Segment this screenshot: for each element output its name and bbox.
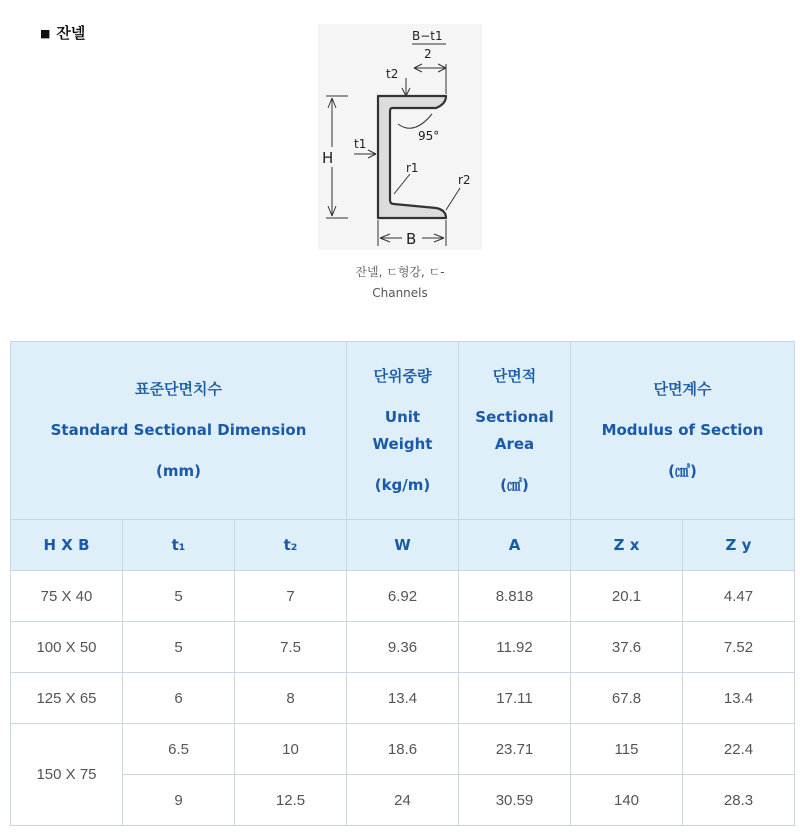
square-bullet-icon: ■ <box>40 27 51 40</box>
label-t1: t1 <box>354 137 367 151</box>
cell-zx: 20.1 <box>571 571 683 622</box>
group-header-modulus <box>571 342 795 520</box>
column-header-w: W <box>347 520 459 571</box>
cell-a: 23.71 <box>459 724 571 775</box>
channel-diagram-svg <box>318 24 482 250</box>
label-r2: r2 <box>458 173 471 187</box>
cell-a: 11.92 <box>459 622 571 673</box>
group-header-ko: 단면계수 <box>653 380 712 398</box>
channel-spec-table <box>10 341 795 826</box>
cell-t1: 6.5 <box>123 724 235 775</box>
cell-t2: 8 <box>235 673 347 724</box>
table-row <box>11 571 795 622</box>
cell-hb: 150 X 75 <box>11 724 123 826</box>
cell-w: 24 <box>347 775 459 826</box>
group-header-ko: 단위중량 <box>373 366 432 385</box>
cell-hb: 75 X 40 <box>11 571 123 622</box>
cell-t1: 6 <box>123 673 235 724</box>
table-row <box>11 673 795 724</box>
group-header-unit: (kg/m) <box>374 475 431 494</box>
label-b: B <box>406 230 417 248</box>
cell-w: 13.4 <box>347 673 459 724</box>
section-title: 잔넬 <box>56 24 86 42</box>
cell-a: 17.11 <box>459 673 571 724</box>
cell-t2: 10 <box>235 724 347 775</box>
cell-zy: 7.52 <box>683 622 795 673</box>
cell-w: 9.36 <box>347 622 459 673</box>
cell-t2: 12.5 <box>235 775 347 826</box>
group-header-en: Sectional Area <box>475 407 554 453</box>
group-header-unit: (mm) <box>156 462 201 480</box>
column-header-zx: Z x <box>571 520 683 571</box>
cell-a: 8.818 <box>459 571 571 622</box>
cell-zy: 22.4 <box>683 724 795 775</box>
group-header-en: Standard Sectional Dimension <box>50 421 307 439</box>
figure-caption <box>300 262 500 304</box>
cell-t1: 9 <box>123 775 235 826</box>
column-header-zy: Z y <box>683 520 795 571</box>
table-row <box>11 622 795 673</box>
table-row <box>11 775 795 826</box>
cell-t1: 5 <box>123 571 235 622</box>
group-header-en: Unit Weight <box>372 407 433 453</box>
column-header-hb: H X B <box>11 520 123 571</box>
label-r1: r1 <box>406 161 419 175</box>
label-t2: t2 <box>386 67 399 81</box>
cell-zy: 4.47 <box>683 571 795 622</box>
group-header-ko: 표준단면치수 <box>135 380 222 398</box>
cell-zx: 37.6 <box>571 622 683 673</box>
cell-t1: 5 <box>123 622 235 673</box>
group-header-unit: (㎠) <box>500 475 529 494</box>
cell-a: 30.59 <box>459 775 571 826</box>
cell-zx: 140 <box>571 775 683 826</box>
label-b-minus-t1: B−t1 <box>412 29 443 43</box>
group-header-weight <box>347 342 459 520</box>
channel-diagram <box>318 24 482 250</box>
cell-t2: 7.5 <box>235 622 347 673</box>
group-header-dimension <box>11 342 347 520</box>
group-header-area <box>459 342 571 520</box>
caption-english: Channels <box>372 286 428 300</box>
cell-w: 6.92 <box>347 571 459 622</box>
table-group-header-row <box>11 342 795 520</box>
cell-zy: 28.3 <box>683 775 795 826</box>
cell-zx: 115 <box>571 724 683 775</box>
section-heading <box>40 22 85 43</box>
group-header-en: Modulus of Section <box>601 421 764 439</box>
group-header-unit: (㎤) <box>668 462 697 480</box>
cell-hb: 125 X 65 <box>11 673 123 724</box>
cell-zx: 67.8 <box>571 673 683 724</box>
table-row <box>11 724 795 775</box>
table-column-header-row <box>11 520 795 571</box>
channel-profile <box>378 96 446 218</box>
cell-hb: 100 X 50 <box>11 622 123 673</box>
column-header-t2: t₂ <box>235 520 347 571</box>
cell-t2: 7 <box>235 571 347 622</box>
cell-w: 18.6 <box>347 724 459 775</box>
label-two: 2 <box>424 47 432 61</box>
column-header-t1: t₁ <box>123 520 235 571</box>
label-95-degrees: 95° <box>418 129 440 143</box>
group-header-ko: 단면적 <box>492 366 537 385</box>
label-h: H <box>322 149 334 167</box>
column-header-a: A <box>459 520 571 571</box>
cell-zy: 13.4 <box>683 673 795 724</box>
caption-korean: 잔넬, ㄷ형강, ㄷ- <box>355 265 445 279</box>
